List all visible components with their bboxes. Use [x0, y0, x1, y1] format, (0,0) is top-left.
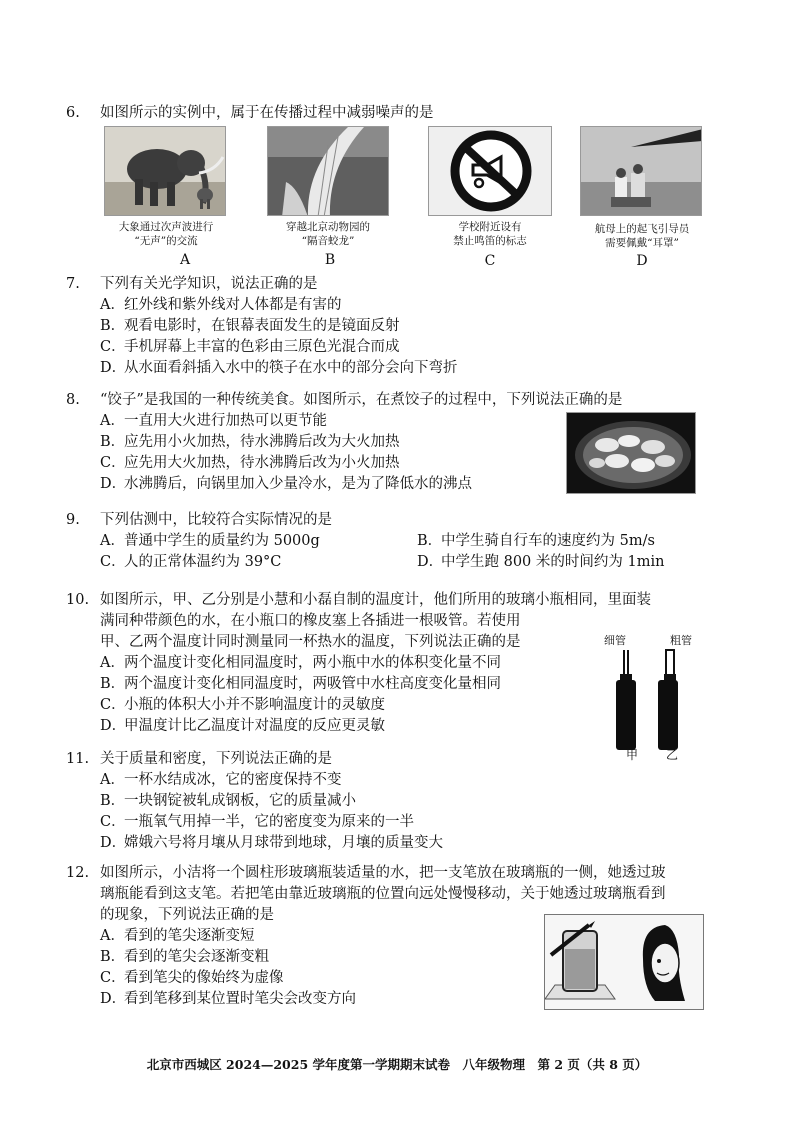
question-number: 7.: [66, 276, 80, 292]
sound-barrier-image: [267, 126, 389, 216]
aircraft-carrier-image: [580, 126, 702, 216]
option-c: [66, 337, 734, 358]
option-text: 红外线和紫外线对人体都是有害的: [124, 297, 342, 313]
option-letter: C．: [100, 455, 126, 471]
option-text: 手机屏幕上丰富的色彩由三原色光混合而成: [124, 339, 400, 355]
option-letter: C．: [100, 970, 126, 986]
option-letter: D．: [417, 554, 444, 570]
question-11: [66, 749, 734, 854]
no-horn-sign-image: [428, 126, 552, 216]
option-letter: A．: [100, 928, 125, 944]
question-number: 9.: [66, 512, 80, 528]
image-caption-b: [258, 220, 398, 248]
caption-line: 需要佩戴“耳罩”: [605, 237, 679, 249]
option-d: [417, 552, 734, 573]
caption-line: 航母上的起飞引导员: [594, 223, 690, 235]
option-letter: B．: [100, 676, 126, 692]
question-stem: 如图所示，小洁将一个圆柱形玻璃瓶装适量的水，把一支笔放在玻璃瓶的一侧，她透过玻: [100, 865, 666, 881]
option-b: [417, 531, 734, 552]
option-text: 人的正常体温约为 39°C: [124, 554, 282, 570]
question-stem: 下列估测中，比较符合实际情况的是: [100, 512, 332, 528]
option-text: 从水面看斜插入水中的筷子在水中的部分会向下弯折: [124, 360, 458, 376]
option-c: [66, 812, 734, 833]
option-letter: A．: [100, 772, 125, 788]
option-letter: A．: [100, 297, 125, 313]
page-footer: 北京市西城区 2024—2025 学年度第一学期期末试卷 八年级物理 第 2 页（共 8 页）: [146, 1057, 648, 1072]
option-letter: D．: [100, 835, 127, 851]
option-text: 甲温度计比乙温度计对温度的反应更灵敏: [124, 718, 385, 734]
caption-line: “隔音蛟龙”: [301, 235, 355, 247]
thick-tube-label: 粗管: [670, 634, 692, 647]
yi-label: 乙: [666, 748, 679, 762]
option-text: 一杯水结成冰，它的密度保持不变: [124, 772, 342, 788]
caption-line: “无声”的交流: [134, 235, 198, 247]
option-letter: B．: [100, 318, 126, 334]
question-number: 8.: [66, 392, 80, 408]
question-number: 12.: [66, 865, 90, 881]
question-9: [66, 510, 734, 573]
option-text: 两个温度计变化相同温度时，两吸管中水柱高度变化量相同: [124, 676, 501, 692]
question-stem: 如图所示，甲、乙分别是小慧和小磊自制的温度计，他们所用的玻璃小瓶相同，里面装: [100, 592, 651, 608]
option-text: 看到的笔尖逐渐变短: [124, 928, 255, 944]
option-letter: B．: [100, 949, 126, 965]
option-letter: D．: [100, 476, 127, 492]
option-letter: C．: [100, 697, 126, 713]
option-text: 看到笔移到某位置时笔尖会改变方向: [124, 991, 356, 1007]
option-text: 嫦娥六号将月壤从月球带到地球，月壤的质量变大: [124, 835, 443, 851]
option-b: [66, 791, 734, 812]
dumplings-image: [566, 412, 696, 494]
option-a: [66, 295, 734, 316]
option-text: 水沸腾后，向锅里加入少量冷水，是为了降低水的沸点: [124, 476, 472, 492]
option-b: [66, 316, 734, 337]
option-c: [100, 552, 417, 573]
option-text: 应先用小火加热，待水沸腾后改为大火加热: [124, 434, 400, 450]
option-letter: D．: [100, 991, 127, 1007]
options-row-2: [66, 552, 734, 573]
caption-line: 穿越北京动物园的: [286, 221, 370, 233]
caption-line: 学校附近设有: [458, 221, 522, 233]
option-text: 小瓶的体积大小并不影响温度计的灵敏度: [124, 697, 385, 713]
glass-bottle-figure: [544, 914, 704, 1010]
option-letter: B．: [100, 793, 126, 809]
image-caption-d: [572, 222, 712, 250]
option-letter: C．: [100, 339, 126, 355]
option-text: 看到笔尖的像始终为虚像: [124, 970, 284, 986]
option-letter: C．: [100, 814, 126, 830]
image-letter-b: B: [324, 252, 336, 268]
question-stem-line: 璃瓶能看到这支笔。若把笔由靠近玻璃瓶的位置向远处慢慢移动，关于她透过玻璃瓶看到: [100, 886, 666, 902]
option-letter: D．: [100, 360, 127, 376]
question-stem: “饺子”是我国的一种传统美食。如图所示，在煮饺子的过程中，下列说法正确的是: [100, 392, 623, 408]
option-a: [66, 770, 734, 791]
option-text: 一直用大火进行加热可以更节能: [124, 413, 327, 429]
jia-label: 甲: [626, 748, 639, 762]
option-letter: C．: [100, 554, 126, 570]
image-caption-a: [96, 220, 236, 248]
option-text: 中学生骑自行车的速度约为 5m/s: [441, 533, 655, 549]
option-letter: A．: [100, 413, 125, 429]
question-stem: 如图所示的实例中，属于在传播过程中减弱噪声的是: [100, 105, 434, 121]
caption-line: 大象通过次声波进行: [118, 221, 214, 233]
question-stem: 关于质量和密度，下列说法正确的是: [100, 751, 332, 767]
option-text: 中学生跑 800 米的时间约为 1min: [441, 554, 665, 570]
option-text: 应先用大火加热，待水沸腾后改为小火加热: [124, 455, 400, 471]
option-letter: B．: [100, 434, 126, 450]
option-letter: D．: [100, 718, 127, 734]
option-d: [66, 358, 734, 379]
option-d: [66, 833, 734, 854]
option-a: [100, 531, 417, 552]
question-stem: 下列有关光学知识，说法正确的是: [100, 276, 318, 292]
image-letter-d: D: [636, 253, 648, 269]
question-7: [66, 274, 734, 379]
question-stem-line: 的现象，下列说法正确的是: [100, 907, 274, 923]
question-stem-line: 甲、乙两个温度计同时测量同一杯热水的温度，下列说法正确的是: [100, 634, 521, 650]
option-text: 看到的笔尖会逐渐变粗: [124, 949, 269, 965]
option-text: 两个温度计变化相同温度时，两小瓶中水的体积变化量不同: [124, 655, 501, 671]
option-text: 一瓶氧气用掉一半，它的密度变为原来的一半: [124, 814, 414, 830]
option-text: 普通中学生的质量约为 5000g: [124, 533, 320, 549]
question-number: 6.: [66, 105, 80, 121]
question-number: 10.: [66, 592, 90, 608]
thin-tube-label: 细管: [604, 634, 626, 647]
image-caption-c: [420, 220, 560, 248]
option-letter: A．: [100, 655, 125, 671]
option-letter: A．: [100, 533, 125, 549]
options-row-1: [66, 531, 734, 552]
elephant-image: [104, 126, 226, 216]
caption-line: 禁止鸣笛的标志: [453, 235, 527, 247]
option-text: 观看电影时，在银幕表面发生的是镜面反射: [124, 318, 400, 334]
question-6: [66, 103, 734, 124]
image-letter-c: C: [484, 253, 496, 269]
option-text: 一块钢锭被轧成钢板，它的质量减小: [124, 793, 356, 809]
question-number: 11.: [66, 751, 90, 767]
question-stem-line: 满同种带颜色的水，在小瓶口的橡皮塞上各插进一根吸管。若使用: [100, 613, 521, 629]
option-letter: B．: [417, 533, 443, 549]
image-letter-a: A: [179, 252, 191, 268]
